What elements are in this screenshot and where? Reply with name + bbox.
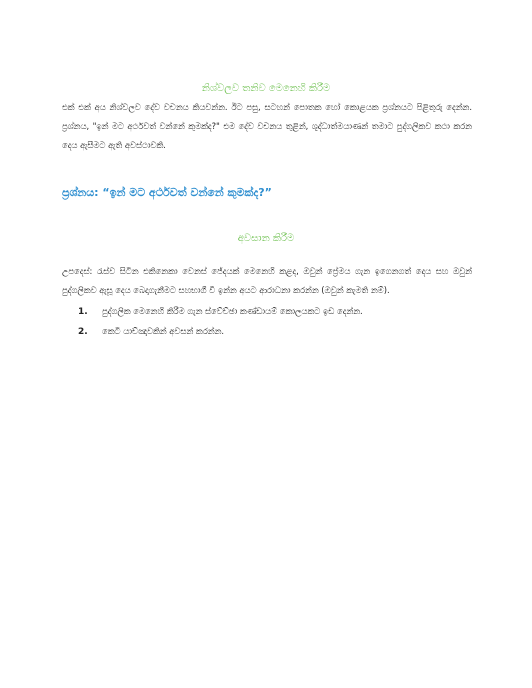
section-heading-closing: අවසාන කිරීම: [237, 233, 295, 244]
section-heading-meditation: නිශ්වලව තනිව මෙනෙහි කිරීම: [201, 83, 331, 94]
list-item: [62, 326, 363, 346]
list-number: 1.: [78, 307, 88, 317]
question-line: [62, 186, 272, 200]
meditation-instructions-paragraph: එක් එක් අය නිශ්වලව දේව වචනය කියවන්න. ඊට පසු, සටහන් පොතක හෝ කොළයක ප්‍රශ්නයට පිළිතුරු දෙන්න. ප්‍රශ්නය, "ඉන් මට අර්ථවත් වන්නේ කුමක්ද?" එම දේව වචනය තුළින්, ශුද්ධාත්මයාණන් තමාට පුද්ගලිකව කථා කරන දෙය ඇසීමට ඇති අවස්ථාවකි.: [62, 102, 472, 150]
closing-instructions-paragraph: උපදෙස්: රැස්ව සිටින එකිනෙකා වෙනස් ජේදයක් මෙනෙහි කළද, ඔවුන් ප්‍රේමය ගැන ඉගෙනගත් දෙය සහ ඔවුන් පුද්ගලිකව ඇසූ දෙය බෙදාගැනීමට සහභාගී වී ඉන්න අයට ආරාධනා කරන්න (ඔවුන් කැමති නම්).: [62, 266, 472, 295]
question-text: “ඉන් මට අර්ථවත් වන්නේ කුමක්ද?”: [102, 186, 272, 199]
list-number: 2.: [78, 327, 88, 337]
question-label: ප්‍රශ්නය:: [62, 186, 99, 199]
list-item: [62, 306, 363, 326]
list-text: කෙටි යාච්ඤාවකින් අවසන් කරන්න.: [102, 326, 225, 336]
list-text: පුද්ගලික මෙනෙහි කිරීම ගැන ස්වේච්ඡා කණ්ඩායම් කොලයකට ඉඩ දෙන්න.: [102, 306, 363, 316]
closing-steps-list: [62, 306, 363, 346]
